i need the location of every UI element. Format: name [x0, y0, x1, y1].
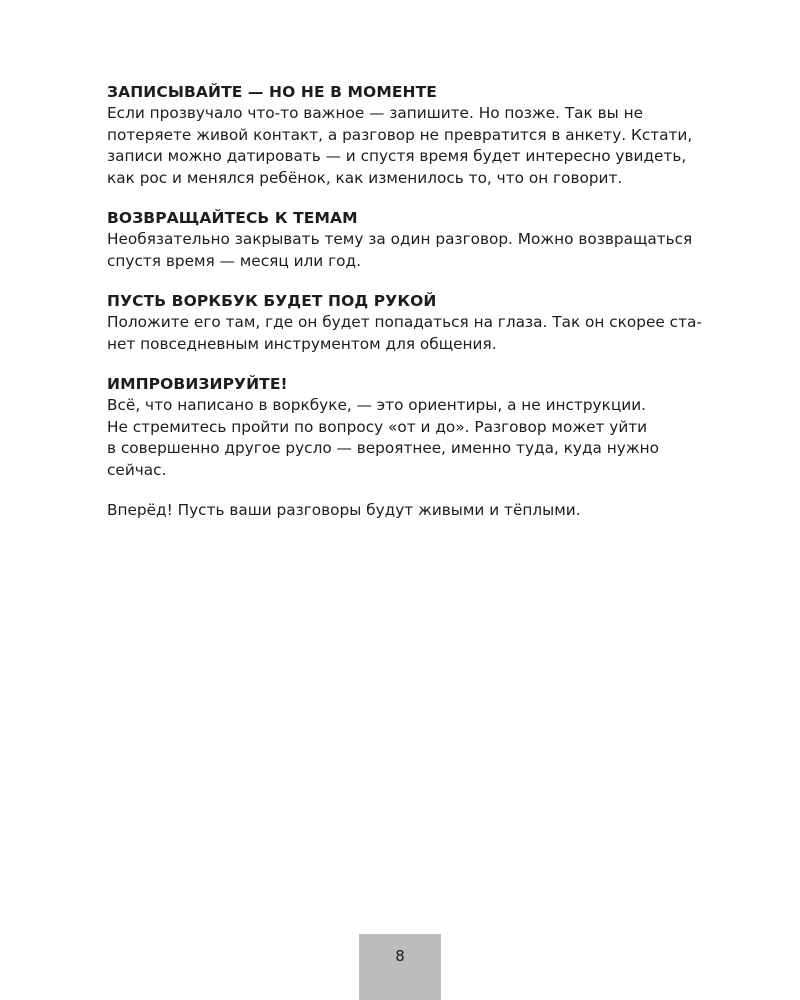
text-line: как рос и менялся ребёнок, как изменилось то, что он говорит. [107, 168, 623, 187]
text-line: сейчас. [107, 460, 167, 479]
text-line: спустя время — месяц или год. [107, 251, 361, 270]
text-line: Необязательно закрывать тему за один разговор. Можно возвращаться [107, 230, 693, 248]
text-line: потеряете живой контакт, а разговор не превратится в анкету. Кстати, [107, 125, 693, 144]
text-line: нет повседневным инструментом для общения. [107, 334, 497, 353]
page-number-tab [359, 934, 441, 1000]
page-number: 8 [395, 947, 405, 965]
text-line: Всё, что написано в воркбуке, — это ориентиры, а не инструкции. [107, 396, 647, 414]
section-heading: ПУСТЬ ВОРКБУК БУДЕТ ПОД РУКОЙ [107, 292, 437, 310]
section-text [107, 229, 707, 272]
text-line: Если прозвучало что-то важное — запишите. Но позже. Так вы не [107, 104, 644, 122]
section-heading: ЗАПИСЫВАЙТЕ — НО НЕ В МОМЕНТЕ [107, 83, 437, 101]
text-line: в совершенно другое русло — вероятнее, именно туда, куда нужно [107, 439, 659, 457]
section-text [107, 103, 707, 189]
section-text [107, 312, 707, 355]
section-improvise [107, 374, 707, 481]
section-keep-workbook-handy [107, 291, 707, 355]
text-line: записи можно датировать — и спустя время будет интересно увидеть, [107, 147, 687, 165]
section-write-later [107, 82, 707, 189]
closing-text: Вперёд! Пусть ваши разговоры будут живыми и тёплыми. [107, 501, 581, 519]
section-return-to-topics [107, 208, 707, 272]
section-heading: ВОЗВРАЩАЙТЕСЬ К ТЕМАМ [107, 209, 358, 227]
page-body [107, 82, 707, 522]
text-line: Положите его там, где он будет попадаться на глаза. Так он скорее ста- [107, 313, 702, 331]
section-text [107, 395, 707, 481]
text-line: Не стремитесь пройти по вопросу «от и до». Разговор может уйти [107, 417, 648, 436]
section-heading: ИМПРОВИЗИРУЙТЕ! [107, 375, 288, 393]
closing-paragraph [107, 500, 707, 522]
